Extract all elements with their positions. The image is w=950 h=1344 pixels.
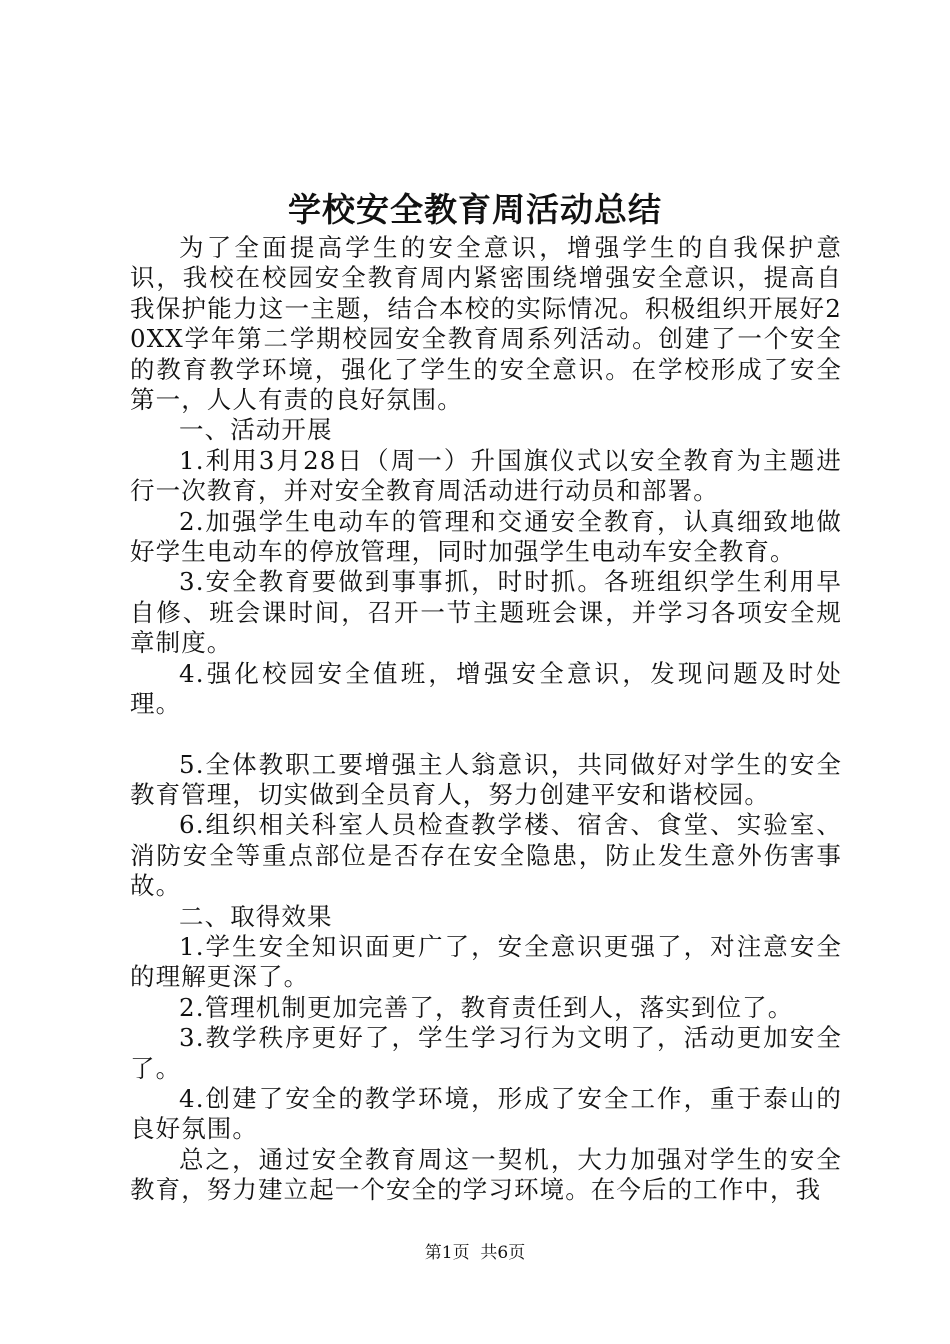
- section-heading-results: 二、取得效果: [179, 901, 333, 931]
- result-item-4: 4.创建了安全的教学环境，形成了安全工作，重于泰山的良好氛围。: [130, 1083, 842, 1144]
- activity-item-5: 5.全体教职工要增强主人翁意识，共同做好对学生的安全教育管理，切实做到全员育人，努力创建平安和谐校园。: [130, 749, 842, 809]
- result-item-3: 3.教学秩序更好了，学生学习行为文明了，活动更加安全了。: [130, 1023, 842, 1083]
- intro-paragraph: 为了全面提高学生的安全意识，增强学生的自我保护意识，我校在校园安全教育周内紧密围绕增强安全意识，提高自我保护能力这一主题，结合本校的实际情况。积极组织开展好20XX学年第二学期校园安全教育周系列活动。创建了一个安全的教育教学环境，强化了学生的安全意识。在学校形成了安全第一，人人有责的良好氛围。: [130, 233, 842, 415]
- result-item-2: 2.管理机制更加完善了，教育责任到人，落实到位了。: [179, 992, 794, 1022]
- document-body: [130, 233, 842, 1206]
- activity-item-2: 2.加强学生电动车的管理和交通安全教育，认真细致地做好学生电动车的停放管理，同时加强学生电动车安全教育。: [130, 506, 842, 567]
- activity-item-4: 4.强化校园安全值班，增强安全意识，发现问题及时处理。: [130, 658, 842, 719]
- result-item-1: 1.学生安全知识面更广了，安全意识更强了，对注意安全的理解更深了。: [130, 931, 842, 992]
- document-title: 学校安全教育周活动总结: [288, 190, 662, 229]
- section-heading-activities: 一、活动开展: [179, 415, 333, 445]
- conclusion-paragraph: 总之，通过安全教育周这一契机，大力加强对学生的安全教育，努力建立起一个安全的学习环境。在今后的工作中，我: [130, 1144, 842, 1205]
- activity-item-1: 1.利用3月28日（周一）升国旗仪式以安全教育为主题进行一次教育，并对安全教育周活动进行动员和部署。: [130, 445, 842, 506]
- activity-item-6: 6.组织相关科室人员检查教学楼、宿舍、食堂、实验室、消防安全等重点部位是否存在安全隐患，防止发生意外伤害事故。: [130, 810, 842, 901]
- activity-item-3: 3.安全教育要做到事事抓，时时抓。各班组织学生利用早自修、班会课时间，召开一节主题班会课，并学习各项安全规章制度。: [130, 567, 842, 658]
- page-footer: 第1页 共6页: [424, 1243, 526, 1263]
